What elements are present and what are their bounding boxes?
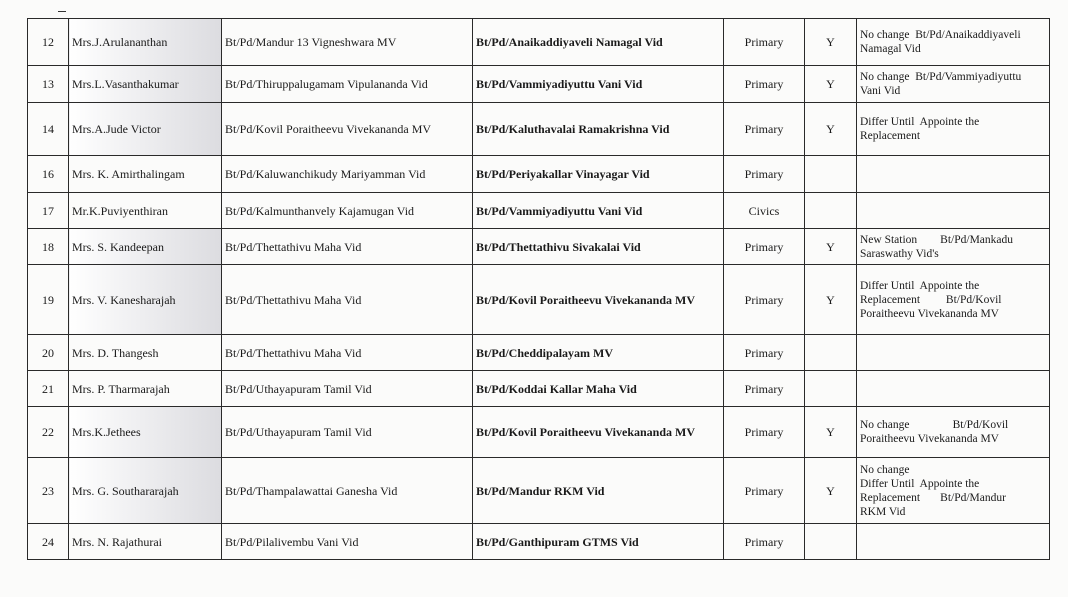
- subject-cell: Primary: [724, 407, 805, 458]
- table-row: [28, 371, 1050, 407]
- serial-number-cell: 12: [28, 19, 69, 66]
- subject-cell: Primary: [724, 458, 805, 524]
- remark-cell: [857, 458, 1050, 524]
- remark-cell: [857, 19, 1050, 66]
- serial-number-cell: 24: [28, 524, 69, 560]
- remark-line: Replacement Bt/Pd/Mandur: [860, 491, 1006, 504]
- teacher-name-cell: Mrs. K. Amirthalingam: [69, 156, 222, 193]
- subject-cell: Primary: [724, 156, 805, 193]
- serial-number-cell: 18: [28, 229, 69, 265]
- current-school-cell: Bt/Pd/Kalmunthanvely Kajamugan Vid: [222, 193, 473, 229]
- new-school-cell: Bt/Pd/Anaikaddiyaveli Namagal Vid: [473, 19, 724, 66]
- remark-cell: [857, 265, 1050, 335]
- appeal-flag-cell: [805, 156, 857, 193]
- remark-line: Namagal Vid: [860, 43, 921, 55]
- appeal-flag-cell: Y: [805, 458, 857, 524]
- serial-number-cell: 23: [28, 458, 69, 524]
- remark-cell: [857, 335, 1050, 371]
- table-row: [28, 103, 1050, 156]
- remark-cell: [857, 66, 1050, 103]
- serial-number-cell: 22: [28, 407, 69, 458]
- appeal-flag-cell: [805, 371, 857, 407]
- remark-cell: [857, 229, 1050, 265]
- remark-line: Poraitheevu Vivekananda MV: [860, 433, 999, 445]
- subject-cell: Primary: [724, 335, 805, 371]
- remark-line: Vani Vid: [860, 85, 901, 97]
- current-school-cell: Bt/Pd/Thampalawattai Ganesha Vid: [222, 458, 473, 524]
- new-school-cell: Bt/Pd/Mandur RKM Vid: [473, 458, 724, 524]
- subject-cell: Primary: [724, 371, 805, 407]
- serial-number-cell: 20: [28, 335, 69, 371]
- teacher-name-cell: Mrs. G. Southararajah: [69, 458, 222, 524]
- serial-number-cell: 19: [28, 265, 69, 335]
- appeal-flag-cell: Y: [805, 265, 857, 335]
- current-school-cell: Bt/Pd/Pilalivembu Vani Vid: [222, 524, 473, 560]
- appeal-flag-cell: Y: [805, 229, 857, 265]
- current-school-cell: Bt/Pd/Thettathivu Maha Vid: [222, 229, 473, 265]
- new-school-cell: Bt/Pd/Thettathivu Sivakalai Vid: [473, 229, 724, 265]
- scan-mark: [58, 11, 66, 12]
- appeal-flag-cell: Y: [805, 19, 857, 66]
- teacher-name-cell: Mrs. D. Thangesh: [69, 335, 222, 371]
- serial-number-cell: 14: [28, 103, 69, 156]
- new-school-cell: Bt/Pd/Cheddipalayam MV: [473, 335, 724, 371]
- teacher-name-cell: Mr.K.Puviyenthiran: [69, 193, 222, 229]
- current-school-cell: Bt/Pd/Kaluwanchikudy Mariyamman Vid: [222, 156, 473, 193]
- remark-line: Replacement: [860, 130, 921, 142]
- serial-number-cell: 21: [28, 371, 69, 407]
- table-row: [28, 193, 1050, 229]
- current-school-cell: Bt/Pd/Thiruppalugamam Vipulananda Vid: [222, 66, 473, 103]
- appeal-flag-cell: Y: [805, 66, 857, 103]
- table-body: [28, 19, 1050, 560]
- remark-cell: [857, 193, 1050, 229]
- teacher-name-cell: Mrs.J.Arulananthan: [69, 19, 222, 66]
- subject-cell: Primary: [724, 19, 805, 66]
- remark-line: Differ Until Appointe the: [860, 477, 980, 490]
- current-school-cell: Bt/Pd/Thettathivu Maha Vid: [222, 335, 473, 371]
- teacher-name-cell: Mrs.A.Jude Victor: [69, 103, 222, 156]
- appeal-flag-cell: [805, 524, 857, 560]
- appeal-flag-cell: Y: [805, 407, 857, 458]
- teacher-name-cell: Mrs. P. Tharmarajah: [69, 371, 222, 407]
- serial-number-cell: 13: [28, 66, 69, 103]
- remark-cell: [857, 407, 1050, 458]
- remark-cell: [857, 156, 1050, 193]
- teacher-name-cell: Mrs.L.Vasanthakumar: [69, 66, 222, 103]
- remark-line: No change Bt/Pd/Kovil: [860, 419, 1009, 431]
- teacher-transfer-table: [27, 18, 1050, 560]
- remark-line: Replacement Bt/Pd/Kovil: [860, 293, 1002, 306]
- subject-cell: Primary: [724, 524, 805, 560]
- remark-cell: [857, 103, 1050, 156]
- current-school-cell: Bt/Pd/Thettathivu Maha Vid: [222, 265, 473, 335]
- remark-line: New Station Bt/Pd/Mankadu: [860, 233, 1014, 246]
- new-school-cell: Bt/Pd/Ganthipuram GTMS Vid: [473, 524, 724, 560]
- new-school-cell: Bt/Pd/Koddai Kallar Maha Vid: [473, 371, 724, 407]
- remark-line: RKM Vid: [860, 505, 906, 518]
- table-row: [28, 458, 1050, 524]
- new-school-cell: Bt/Pd/Vammiyadiyuttu Vani Vid: [473, 193, 724, 229]
- table-row: [28, 156, 1050, 193]
- table-row: [28, 407, 1050, 458]
- current-school-cell: Bt/Pd/Kovil Poraitheevu Vivekananda MV: [222, 103, 473, 156]
- serial-number-cell: 16: [28, 156, 69, 193]
- table-row: [28, 19, 1050, 66]
- table-row: [28, 265, 1050, 335]
- current-school-cell: Bt/Pd/Uthayapuram Tamil Vid: [222, 407, 473, 458]
- remark-line: Saraswathy Vid's: [860, 247, 939, 260]
- teacher-name-cell: Mrs.K.Jethees: [69, 407, 222, 458]
- table-row: [28, 229, 1050, 265]
- remark-line: No change Bt/Pd/Anaikaddiyaveli: [860, 29, 1021, 41]
- table-row: [28, 66, 1050, 103]
- subject-cell: Primary: [724, 229, 805, 265]
- serial-number-cell: 17: [28, 193, 69, 229]
- new-school-cell: Bt/Pd/Kaluthavalai Ramakrishna Vid: [473, 103, 724, 156]
- teacher-name-cell: Mrs. V. Kanesharajah: [69, 265, 222, 335]
- new-school-cell: Bt/Pd/Kovil Poraitheevu Vivekananda MV: [473, 407, 724, 458]
- teacher-name-cell: Mrs. N. Rajathurai: [69, 524, 222, 560]
- appeal-flag-cell: [805, 335, 857, 371]
- subject-cell: Primary: [724, 265, 805, 335]
- new-school-cell: Bt/Pd/Periyakallar Vinayagar Vid: [473, 156, 724, 193]
- remark-cell: [857, 371, 1050, 407]
- appeal-flag-cell: Y: [805, 103, 857, 156]
- remark-line: No change: [860, 463, 910, 476]
- table-row: [28, 524, 1050, 560]
- table-row: [28, 335, 1050, 371]
- remark-line: No change Bt/Pd/Vammiyadiyuttu: [860, 71, 1022, 83]
- subject-cell: Civics: [724, 193, 805, 229]
- remark-cell: [857, 524, 1050, 560]
- subject-cell: Primary: [724, 103, 805, 156]
- current-school-cell: Bt/Pd/Uthayapuram Tamil Vid: [222, 371, 473, 407]
- current-school-cell: Bt/Pd/Mandur 13 Vigneshwara MV: [222, 19, 473, 66]
- remark-line: Differ Until Appointe the: [860, 116, 980, 128]
- new-school-cell: Bt/Pd/Kovil Poraitheevu Vivekananda MV: [473, 265, 724, 335]
- teacher-name-cell: Mrs. S. Kandeepan: [69, 229, 222, 265]
- new-school-cell: Bt/Pd/Vammiyadiyuttu Vani Vid: [473, 66, 724, 103]
- remark-line: Differ Until Appointe the: [860, 279, 980, 292]
- appeal-flag-cell: [805, 193, 857, 229]
- remark-line: Poraitheevu Vivekananda MV: [860, 307, 999, 320]
- subject-cell: Primary: [724, 66, 805, 103]
